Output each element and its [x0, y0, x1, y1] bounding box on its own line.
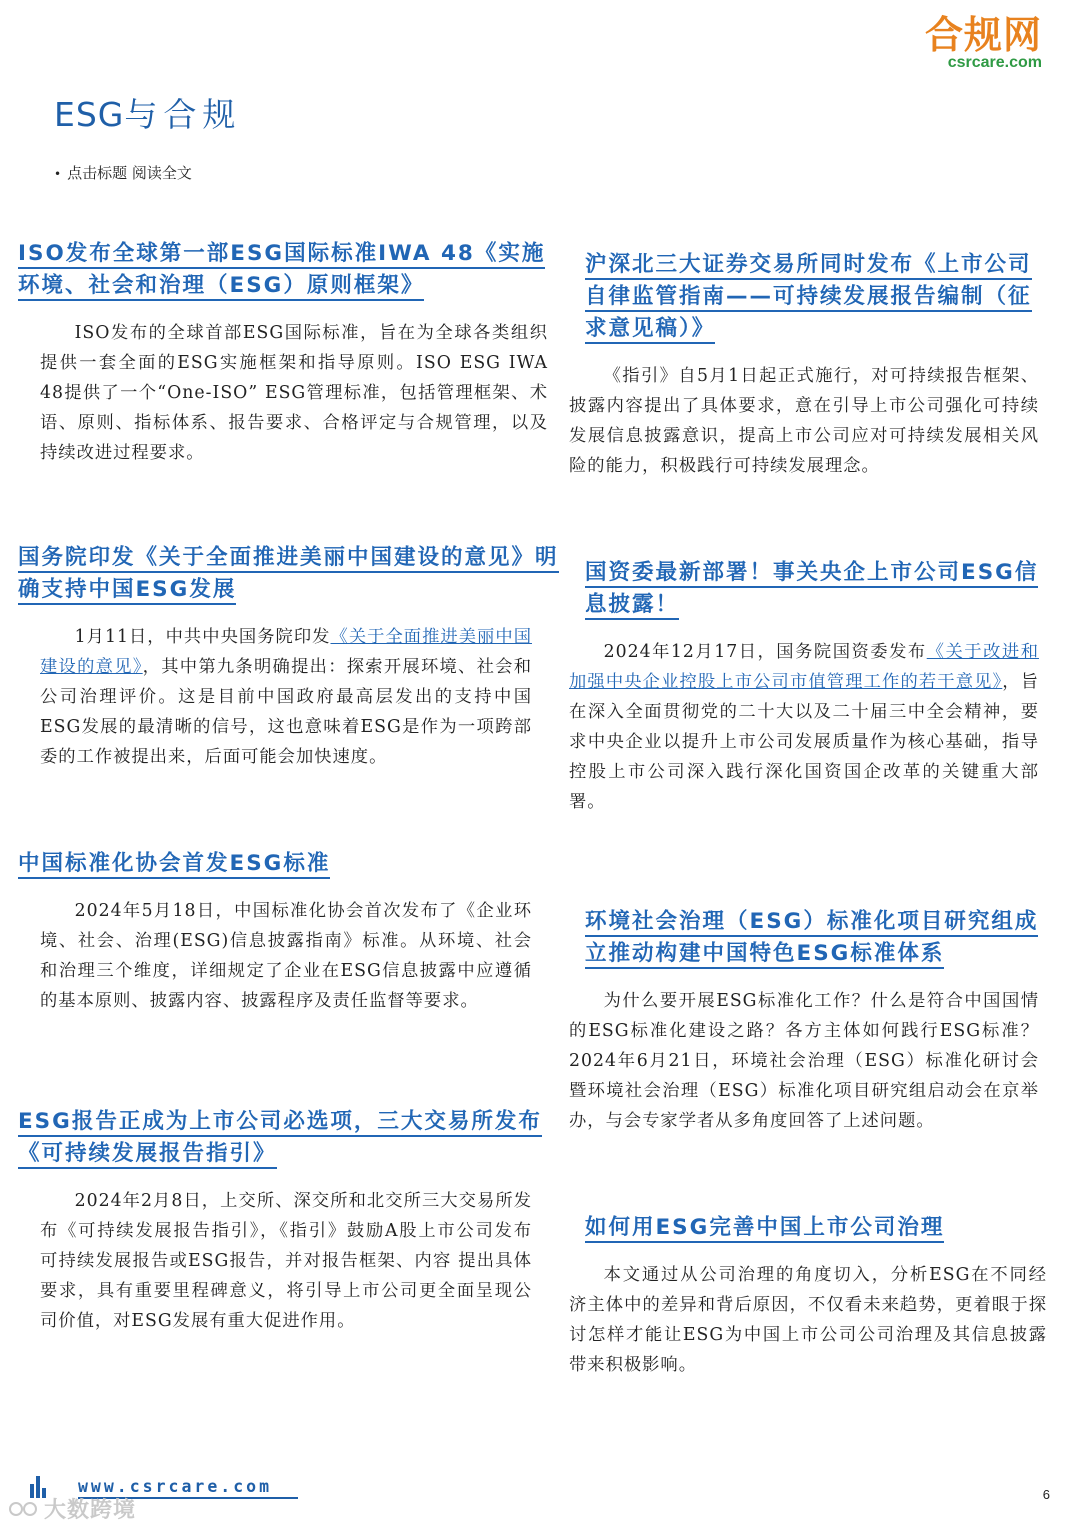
article-title-link[interactable]: 沪深北三大证券交易所同时发布《上市公司自律监管指南——可持续发展报告编制（征求意见稿）》 — [585, 252, 1032, 344]
article-summary-text: 为什么要开展ESG标准化工作？什么是符合中国国情的ESG标准化建设之路？各方主体如何践行ESG标准？2024年6月21日，环境社会治理（ESG）标准化研讨会暨环境社会治理（ESG）标准化项目研究组启动会在京举办，与会专家学者从多角度回答了上述问题。 — [569, 991, 1039, 1131]
article-summary — [18, 1186, 532, 1336]
article-summary-text: 2024年5月18日，中国标准化协会首次发布了《企业环境、社会、治理(ESG)信息披露指南》标准。从环境、社会和治理三个维度，详细规定了企业在ESG信息披露中应遵循的基本原则、披露内容、披露程序及责任监督等要求。 — [40, 901, 532, 1011]
article-summary — [18, 622, 532, 772]
article-summary — [18, 896, 532, 1016]
page-number: 6 — [1042, 1487, 1050, 1502]
article-card — [18, 542, 578, 772]
watermark-text: 大数跨境 — [44, 1498, 137, 1523]
article-summary — [569, 637, 1039, 817]
article-summary-text: 1月11日，中共中央国务院印发 — [74, 627, 331, 647]
article-summary — [18, 318, 548, 468]
article-summary — [569, 986, 1039, 1136]
article-card — [569, 906, 1040, 1136]
article-title — [585, 1212, 1045, 1244]
article-card — [18, 1106, 548, 1336]
article-summary-text: ，其中第九条明确提出：探索开展环境、社会和公司治理评价。这是目前中国政府最高层发出的支持中国ESG发展的最清晰的信号，这也意味着ESG是作为一项跨部委的工作被提出来，后面可能会加快速度。 — [40, 657, 532, 767]
article-summary-text: ISO发布的全球首部ESG国际标准，旨在为全球各类组织提供一套全面的ESG实施框架和指导原则。ISO ESG IWA 48提供了一个“One-ISO” ESG管理标准，包括管理框架、术语、原则、指标体系、报告要求、合格评定与合规管理，以及持续改进过程要求。 — [40, 323, 548, 463]
article-title — [18, 848, 548, 880]
site-logo-url[interactable]: csrcare.com — [947, 54, 1042, 71]
article-title — [18, 1106, 548, 1170]
article-summary-text: 2024年2月8日，上交所、深交所和北交所三大交易所发布《可持续发展报告指引》，《指引》鼓励A股上市公司发布 可持续发展报告或ESG报告，并对报告框架、内容 提出具体要求，具有重要里程碑意义，将引导上市公司更全面呈现公司价值，对ESG发展有重大促进作用。 — [40, 1191, 532, 1331]
article-title — [585, 906, 1040, 970]
article-title — [18, 542, 578, 606]
article-title-link[interactable]: 国资委最新部署！事关央企上市公司ESG信息披露！ — [585, 560, 1038, 620]
page-title-cn: 与合规 — [124, 95, 242, 134]
article-summary-text: ，旨在深入全面贯彻党的二十大以及二十届三中全会精神，要求中央企业以提升上市公司发展质量作为核心基础，指导控股上市公司深入践行深化国资国企改革的关键重大部署。 — [569, 672, 1039, 812]
article-summary — [569, 361, 1039, 481]
article-title — [585, 249, 1040, 345]
article-title-link[interactable]: ISO发布全球第一部ESG国际标准IWA 48《实施环境、社会和治理（ESG）原则框架》 — [18, 241, 545, 301]
article-summary-text: 《指引》自5月1日起正式施行，对可持续报告框架、披露内容提出了具体要求，意在引导上市公司强化可持续发展信息披露意识，提高上市公司应对可持续发展相关风险的能力，积极践行可持续发展理念。 — [569, 366, 1039, 476]
watermark — [8, 1493, 136, 1524]
article-card — [18, 238, 548, 468]
read-hint-text: 点击标题 阅读全文 — [67, 164, 192, 182]
article-title-link[interactable]: 环境社会治理（ESG）标准化项目研究组成立推动构建中国特色ESG标准体系 — [585, 909, 1038, 969]
article-card — [569, 249, 1040, 481]
article-title-link[interactable]: 如何用ESG完善中国上市公司治理 — [585, 1215, 944, 1243]
read-hint — [54, 162, 192, 185]
article-inline-link[interactable]: 《关于改进和加强中央企业控股上市公司市值管理工作的若干意见》 — [569, 642, 1039, 692]
article-summary — [569, 1260, 1047, 1380]
article-title-link[interactable]: ESG报告正成为上市公司必选项，三大交易所发布《可持续发展报告指引》 — [18, 1109, 542, 1169]
page-title-latin: ESG — [54, 95, 125, 134]
article-title-link[interactable]: 国务院印发《关于全面推进美丽中国建设的意见》明确支持中国ESG发展 — [18, 545, 559, 605]
page-title — [54, 92, 241, 138]
article-card — [18, 848, 548, 1016]
article-card — [569, 557, 1040, 817]
article-summary-text: 2024年12月17日，国务院国资委发布 — [603, 642, 927, 662]
site-logo[interactable]: 合规网 — [924, 13, 1042, 57]
watermark-icon — [8, 1498, 40, 1520]
article-inline-link[interactable]: 《关于全面推进美丽中国建设的意见》 — [40, 627, 532, 677]
article-card — [569, 1212, 1047, 1380]
article-title-link[interactable]: 中国标准化协会首发ESG标准 — [18, 851, 330, 879]
article-summary-text: 本文通过从公司治理的角度切入，分析ESG在不同经济主体中的差异和背后原因，不仅看未来趋势，更着眼于探讨怎样才能让ESG为中国上市公司公司治理及其信息披露带来积极影响。 — [569, 1265, 1047, 1375]
article-title — [585, 557, 1040, 621]
bullet-icon: • — [54, 167, 62, 181]
footer-url[interactable]: www.csrcare.com — [78, 1477, 273, 1496]
article-title — [18, 238, 548, 302]
